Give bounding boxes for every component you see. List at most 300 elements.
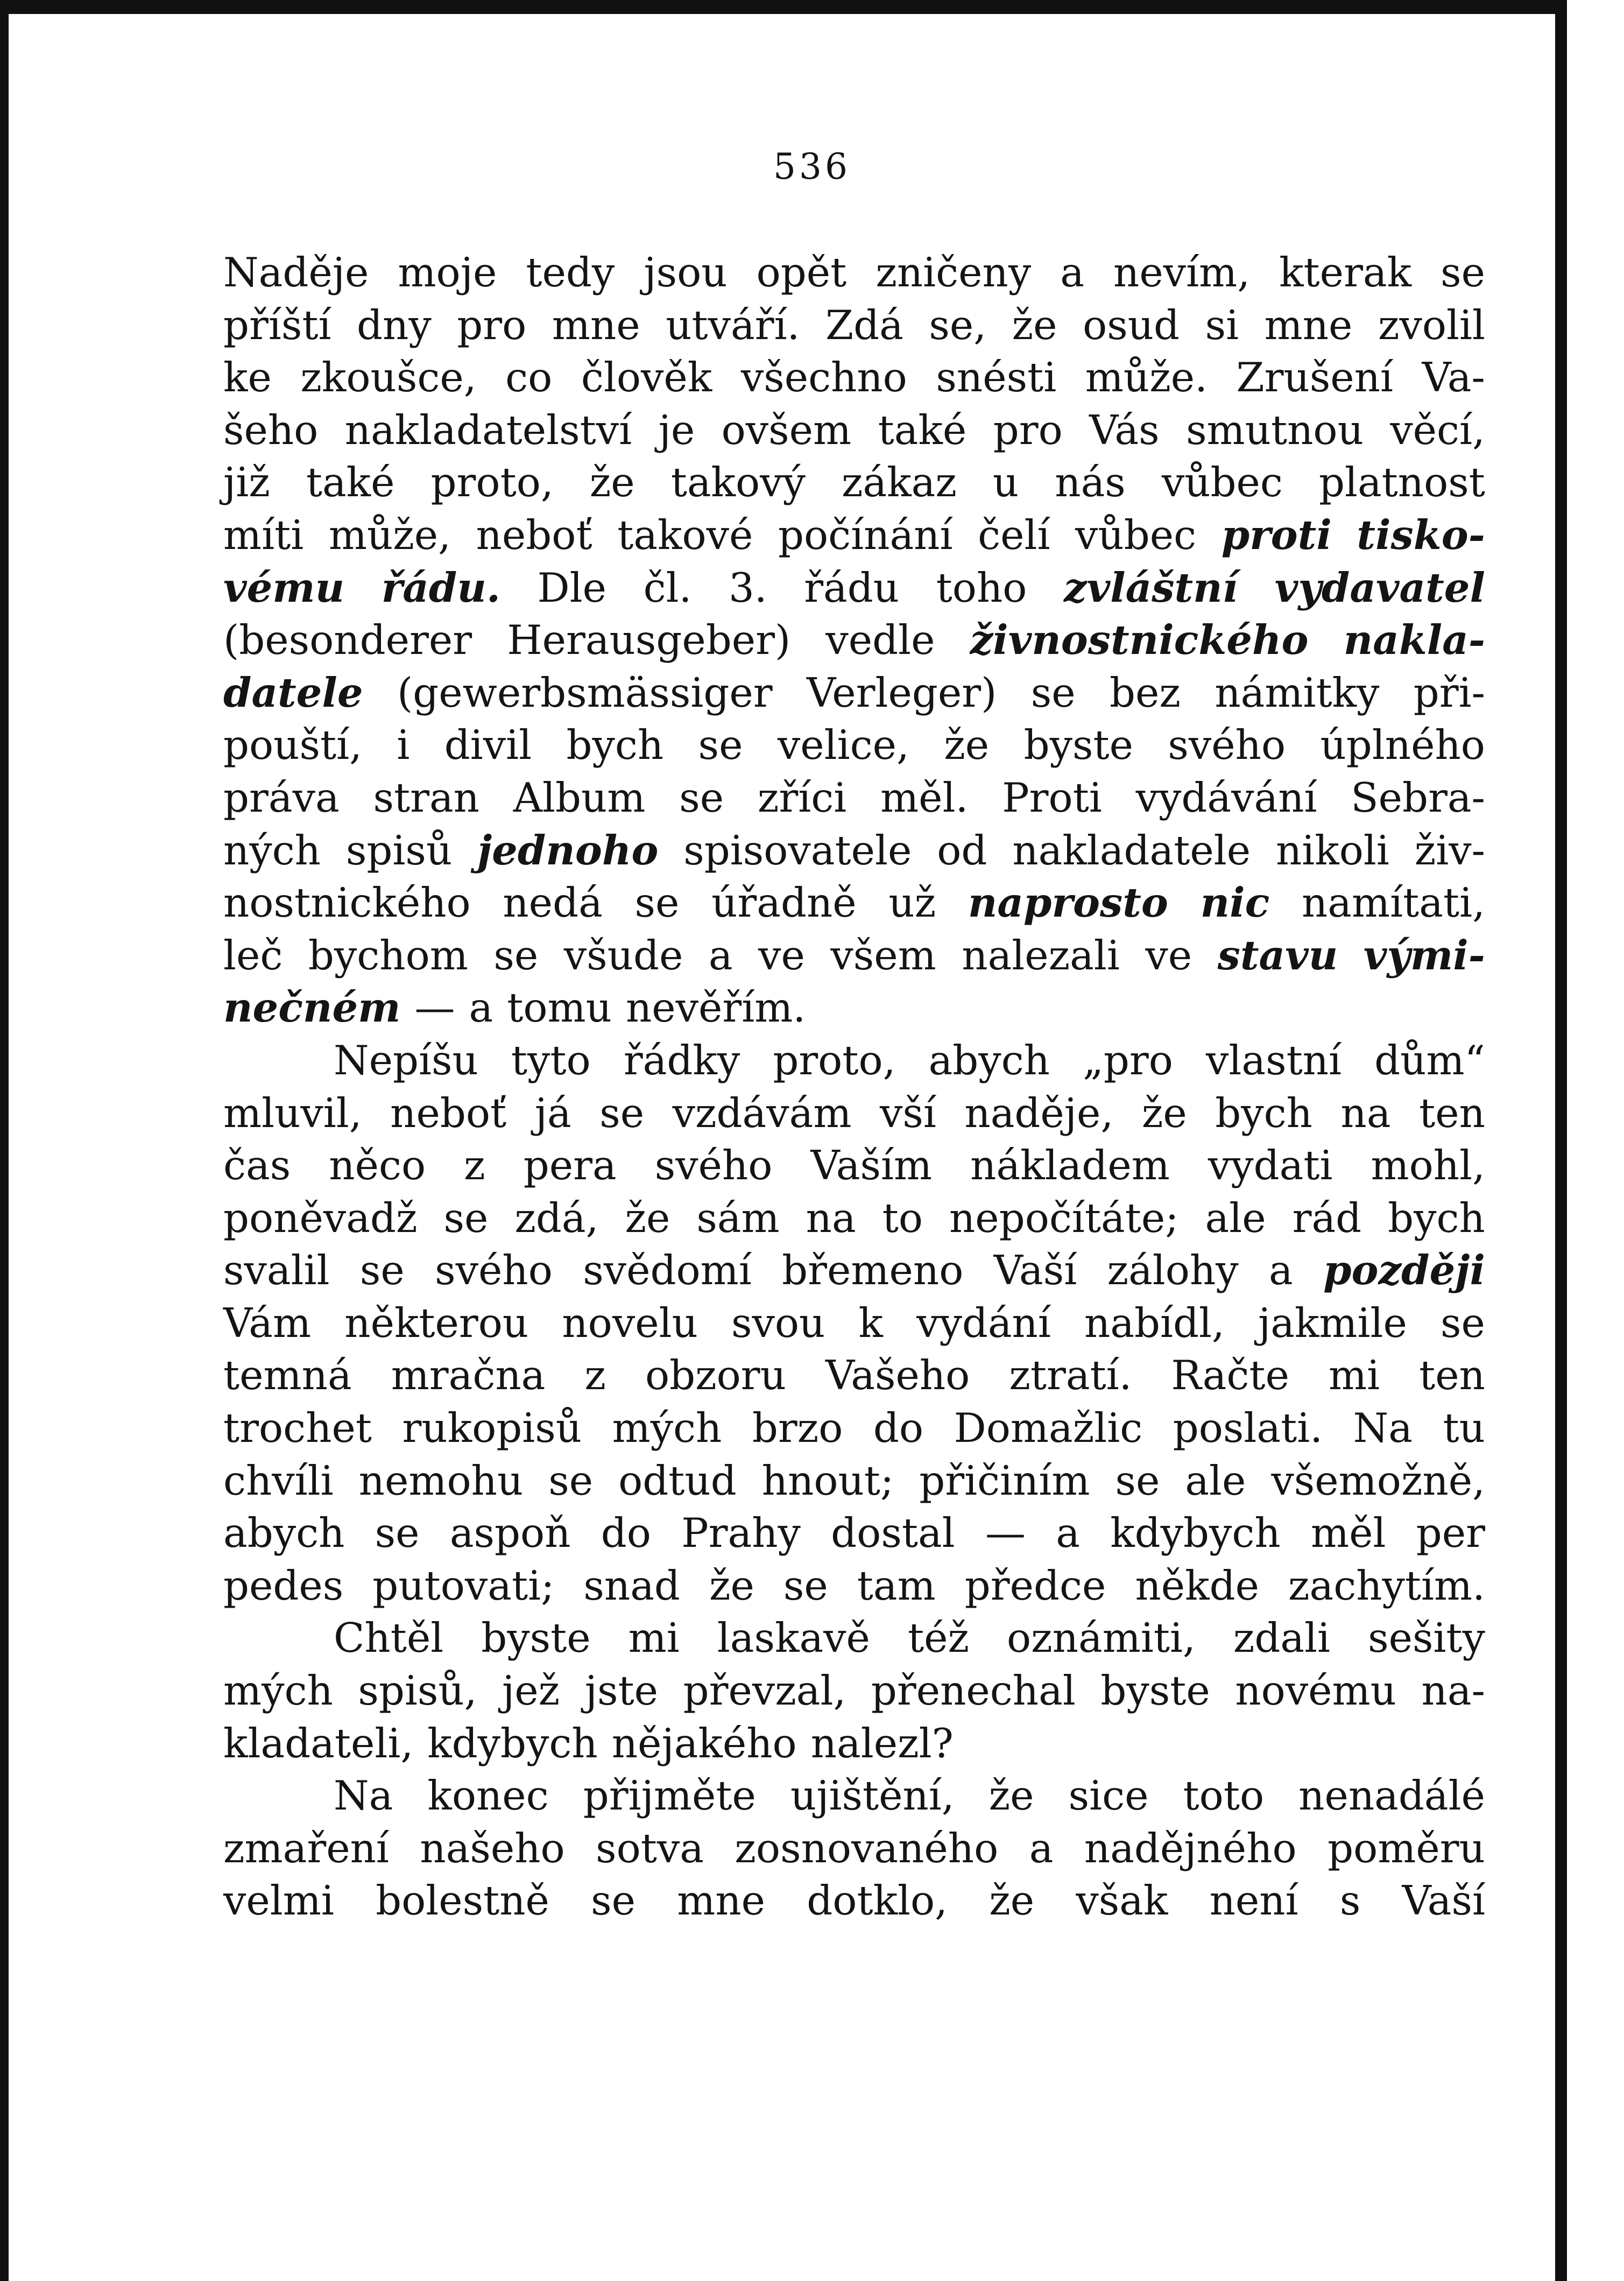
word: byste <box>1100 1667 1210 1715</box>
word: zdá, <box>514 1194 599 1242</box>
word: bolestně <box>376 1877 549 1925</box>
word: se <box>599 1089 645 1137</box>
word: též <box>907 1614 969 1662</box>
word: pedes <box>223 1561 344 1609</box>
word: čas <box>223 1142 291 1189</box>
word: osud <box>1083 301 1180 349</box>
word: k <box>858 1299 883 1347</box>
word: všechno <box>740 354 907 402</box>
word: našeho <box>420 1824 565 1872</box>
word: rád <box>1292 1194 1362 1242</box>
word: tomu <box>507 984 612 1032</box>
word: mne <box>1264 301 1353 349</box>
word: kdybych <box>427 1719 598 1767</box>
word: Račte <box>1171 1351 1289 1399</box>
word: zkoušce, <box>300 354 477 402</box>
text-line <box>223 667 1485 720</box>
word: není <box>1209 1877 1298 1925</box>
word: že <box>988 1772 1034 1820</box>
word: Na <box>334 1772 393 1820</box>
word: Zrušení <box>1236 354 1393 402</box>
word: mluvil, <box>223 1089 362 1137</box>
word: tyto <box>511 1036 591 1084</box>
word: Naděje <box>223 249 369 296</box>
word: stran <box>373 773 479 821</box>
word: bych <box>1215 1089 1312 1137</box>
word: z <box>464 1142 485 1189</box>
word: sám <box>696 1194 780 1242</box>
word: námitky <box>1215 668 1380 716</box>
text-line <box>223 562 1485 615</box>
text-line <box>223 1244 1485 1297</box>
word: převzal, <box>683 1667 846 1715</box>
text-line <box>223 1770 1485 1822</box>
word: zálohy <box>1107 1247 1239 1294</box>
word: však <box>1076 1877 1168 1925</box>
word: Prahy <box>681 1509 801 1557</box>
word: řádu <box>804 564 900 611</box>
text-line <box>223 404 1485 457</box>
word: bychom <box>308 931 468 979</box>
word: mne <box>677 1877 766 1925</box>
word: kterak <box>1279 249 1412 296</box>
word: toto <box>1183 1772 1265 1820</box>
word: zdali <box>1233 1614 1331 1662</box>
word: ten <box>1419 1351 1485 1399</box>
word: proto, <box>430 459 554 506</box>
word: Sebra- <box>1351 773 1485 821</box>
word: platnost <box>1318 459 1485 506</box>
word: abych <box>928 1036 1050 1084</box>
word: počínání <box>778 511 953 559</box>
word: někde <box>1135 1561 1259 1609</box>
word: takové <box>617 511 753 559</box>
emphasized-word: proti <box>1221 511 1332 559</box>
word: že <box>1141 1089 1187 1137</box>
word: se <box>591 1877 636 1925</box>
word: nikoli <box>1276 826 1389 874</box>
emphasized-word: vými- <box>1363 931 1485 979</box>
word: velice, <box>777 721 909 769</box>
word: že <box>709 1561 754 1609</box>
word: zničeny <box>875 249 1032 296</box>
word: vzdávám <box>672 1089 852 1137</box>
text-line <box>223 1717 1485 1770</box>
word: člověk <box>581 354 712 402</box>
word: Album <box>513 773 646 821</box>
word: úplného <box>1320 721 1485 769</box>
text-line <box>223 772 1485 825</box>
word: dostal <box>831 1509 955 1557</box>
word: řádky <box>623 1036 740 1084</box>
text-line <box>223 719 1485 772</box>
word: Na <box>1353 1404 1413 1452</box>
word: ných <box>223 826 321 874</box>
word: (besonderer <box>223 616 472 664</box>
word: poměru <box>1328 1824 1485 1872</box>
word: měl <box>1310 1509 1386 1557</box>
word: Vaší <box>1402 1877 1485 1925</box>
word: nalezl? <box>810 1719 954 1767</box>
word: poněvadž <box>223 1194 418 1242</box>
word: předce <box>964 1561 1106 1609</box>
word: sotva <box>596 1824 704 1872</box>
word: — <box>414 984 455 1032</box>
word: Herausgeber) <box>507 616 791 664</box>
word: na <box>1340 1089 1391 1137</box>
text-line <box>223 1665 1485 1717</box>
text-line <box>223 456 1485 509</box>
word: zosnovaného <box>735 1824 999 1872</box>
word: nějakého <box>611 1719 797 1767</box>
emphasized-word: řádu. <box>381 564 500 611</box>
word: přičiním <box>919 1456 1090 1504</box>
word: nenadálé <box>1298 1772 1485 1820</box>
text-line <box>223 877 1485 930</box>
word: Verleger) <box>807 668 997 716</box>
word: se <box>548 1456 594 1504</box>
word: 3. <box>729 564 767 611</box>
word: se <box>443 1194 489 1242</box>
text-line <box>223 1822 1485 1875</box>
text-line <box>223 1875 1485 1927</box>
word: nalezali <box>962 931 1120 979</box>
word: a <box>1029 1824 1054 1872</box>
emphasized-word: zvláštní <box>1064 564 1238 611</box>
word: nepočítáte; <box>949 1194 1179 1242</box>
word: nostnického <box>223 879 471 927</box>
word: nedá <box>503 879 603 927</box>
word: neboť <box>476 511 592 559</box>
word: zákaz <box>841 459 957 506</box>
word: mohl, <box>1371 1142 1485 1189</box>
word: nakladatele <box>1012 826 1251 874</box>
word: jež <box>502 1667 560 1715</box>
word: trochet <box>223 1404 372 1452</box>
word: se <box>698 721 743 769</box>
word: kdybych <box>1110 1509 1281 1557</box>
text-line <box>223 247 1485 299</box>
word: dny <box>357 301 432 349</box>
word: nevím, <box>1113 249 1251 296</box>
word: nabídl, <box>1084 1299 1225 1347</box>
word: (gewerbsmässiger <box>397 668 773 716</box>
word: se <box>1115 1456 1160 1504</box>
text-line <box>223 1139 1485 1192</box>
emphasized-word: nečném <box>223 984 401 1032</box>
word: ke <box>223 354 272 402</box>
word: mi <box>628 1614 680 1662</box>
word: odtud <box>618 1456 737 1504</box>
emphasized-word: nic <box>1200 879 1270 927</box>
word: rukopisů <box>402 1404 582 1452</box>
word: sice <box>1068 1772 1149 1820</box>
word: zříci <box>757 773 847 821</box>
word: s <box>1339 1877 1361 1925</box>
word: vůbec <box>1161 459 1283 506</box>
word: nákladem <box>970 1142 1170 1189</box>
word: novému <box>1235 1667 1396 1715</box>
word: per <box>1416 1509 1485 1557</box>
text-line <box>223 614 1485 667</box>
word: je <box>658 406 695 454</box>
word: od <box>937 826 987 874</box>
word: něco <box>329 1142 426 1189</box>
word: takový <box>670 459 806 506</box>
word: se <box>1441 249 1485 296</box>
word: všemožně, <box>1271 1456 1485 1504</box>
word: toho <box>936 564 1027 611</box>
text-line <box>223 1297 1485 1350</box>
word: ale <box>1185 1456 1246 1504</box>
word: že <box>989 1877 1035 1925</box>
word: Vaším <box>810 1142 933 1189</box>
text-line <box>223 1349 1485 1402</box>
word: a <box>708 931 733 979</box>
word: že <box>944 721 990 769</box>
word: již <box>223 459 270 506</box>
word: si <box>1205 301 1239 349</box>
word: ztratí. <box>1009 1351 1132 1399</box>
word: vší <box>879 1089 936 1137</box>
text-line <box>223 930 1485 982</box>
word: kladateli, <box>223 1719 414 1767</box>
word: přenechal <box>871 1667 1076 1715</box>
word: dotklo, <box>807 1877 948 1925</box>
word: do <box>873 1404 924 1452</box>
word: může, <box>328 511 451 559</box>
word: mi <box>1328 1351 1380 1399</box>
word: šeho <box>223 406 319 454</box>
text-line <box>223 1612 1485 1665</box>
word: sešity <box>1368 1614 1485 1662</box>
emphasized-word: naprosto <box>968 879 1168 927</box>
word: že <box>625 1194 670 1242</box>
word: se <box>634 879 680 927</box>
word: příští <box>223 301 331 349</box>
word: zmaření <box>223 1824 389 1872</box>
word: spisů, <box>358 1667 477 1715</box>
word: „pro <box>1083 1036 1173 1084</box>
word: se <box>1441 1299 1485 1347</box>
word: vlastní <box>1206 1036 1342 1084</box>
word: spisovatele <box>683 826 912 874</box>
emphasized-word: stavu <box>1217 931 1338 979</box>
word: na- <box>1421 1667 1485 1715</box>
text-line <box>223 1034 1485 1087</box>
emphasized-word: později <box>1323 1247 1485 1294</box>
word: břemeno <box>782 1247 964 1294</box>
word: chvíli <box>223 1456 334 1504</box>
emphasized-word: tisko- <box>1357 511 1485 559</box>
word: se <box>375 1509 420 1557</box>
word: smutnou <box>1186 406 1364 454</box>
word: na <box>806 1194 856 1242</box>
text-line <box>223 1455 1485 1508</box>
word: nás <box>1055 459 1126 506</box>
word: já <box>534 1089 571 1137</box>
word: konec <box>427 1772 549 1820</box>
word: aspoň <box>449 1509 571 1557</box>
word: a <box>1060 249 1084 296</box>
word: velmi <box>223 1877 334 1925</box>
word: vydávání <box>1135 773 1317 821</box>
word: brzo <box>752 1404 843 1452</box>
word: ujištění, <box>790 1772 955 1820</box>
text-line <box>223 351 1485 404</box>
text-line <box>223 299 1485 352</box>
word: se <box>1030 668 1076 716</box>
text-line <box>223 982 1485 1034</box>
word: svědomí <box>583 1247 752 1294</box>
word: z <box>584 1351 606 1399</box>
word: všude <box>563 931 683 979</box>
word: mračna <box>391 1351 546 1399</box>
word: bych <box>1388 1194 1485 1242</box>
word: byste <box>1023 721 1133 769</box>
word: ten <box>1419 1089 1485 1137</box>
word: Vaší <box>993 1247 1077 1294</box>
word: pro <box>457 301 527 349</box>
text-line <box>223 1560 1485 1613</box>
scan-border-right <box>1555 0 1567 2281</box>
word: nadějného <box>1084 1824 1297 1872</box>
word: moje <box>398 249 497 296</box>
word: abych <box>223 1509 345 1557</box>
word: vůbec <box>1075 511 1197 559</box>
word: byste <box>481 1614 591 1662</box>
word: se <box>783 1561 828 1609</box>
text-line <box>223 1087 1485 1140</box>
emphasized-word: datele <box>223 668 363 716</box>
emphasized-word: nakla- <box>1343 616 1485 664</box>
scan-border-top <box>0 0 1561 14</box>
word: Dle <box>537 564 607 611</box>
word: pro <box>993 406 1063 454</box>
word: spisů <box>345 826 453 874</box>
text-line <box>223 1402 1485 1455</box>
text-line <box>223 825 1485 877</box>
word: jsou <box>644 249 728 296</box>
word: se <box>359 1247 405 1294</box>
word: se <box>493 931 539 979</box>
text-line <box>223 1507 1485 1560</box>
word: opět <box>756 249 847 296</box>
word: bez <box>1110 668 1181 716</box>
emphasized-word: vydavatel <box>1274 564 1485 611</box>
page-number: 536 <box>773 146 851 187</box>
word: snad <box>583 1561 680 1609</box>
word: úřadně <box>711 879 857 927</box>
word: tu <box>1443 1404 1485 1452</box>
word: Vašeho <box>825 1351 970 1399</box>
text-line <box>223 509 1485 562</box>
word: se <box>679 773 724 821</box>
word: svého <box>435 1247 553 1294</box>
word: temná <box>223 1351 352 1399</box>
word: ovšem <box>721 406 852 454</box>
word: nakladatelství <box>344 406 632 454</box>
word: svého <box>654 1142 773 1189</box>
word: měl. <box>880 773 969 821</box>
word: věcí, <box>1390 406 1485 454</box>
word: mých <box>223 1667 333 1715</box>
word: dům“ <box>1374 1036 1485 1084</box>
word: mne <box>552 301 640 349</box>
word: svalil <box>223 1247 330 1294</box>
word: jakmile <box>1258 1299 1407 1347</box>
word: Domažlic <box>954 1404 1143 1452</box>
word: také <box>878 406 967 454</box>
word: hnout; <box>761 1456 894 1504</box>
word: může. <box>1085 354 1208 402</box>
word: to <box>882 1194 923 1242</box>
word: Zdá <box>825 301 903 349</box>
word: neboť <box>390 1089 507 1137</box>
word: že <box>1012 301 1057 349</box>
word: obzoru <box>645 1351 786 1399</box>
word: a <box>469 984 493 1032</box>
word: všem <box>830 931 936 979</box>
word: nemohu <box>358 1456 524 1504</box>
emphasized-word: jednoho <box>477 826 659 874</box>
word: pera <box>523 1142 617 1189</box>
word: ve <box>1145 931 1192 979</box>
word: bych <box>566 721 664 769</box>
word: pouští, <box>223 721 362 769</box>
word: — <box>985 1509 1026 1557</box>
letter-text <box>223 247 1485 1927</box>
word: a <box>1269 1247 1293 1294</box>
word: u <box>992 459 1019 506</box>
word: do <box>601 1509 651 1557</box>
word: a <box>1056 1509 1080 1557</box>
word: vydání <box>916 1299 1051 1347</box>
word: živ- <box>1414 826 1485 874</box>
word: divil <box>444 721 532 769</box>
word: putovati; <box>372 1561 555 1609</box>
word: už <box>888 879 936 927</box>
word: nevěřím. <box>625 984 806 1032</box>
word: vydati <box>1208 1142 1333 1189</box>
word: míti <box>223 511 304 559</box>
word: při- <box>1413 668 1485 716</box>
word: některou <box>344 1299 529 1347</box>
word: leč <box>223 931 283 979</box>
word: se, <box>929 301 987 349</box>
word: zachytím. <box>1288 1561 1485 1609</box>
word: oznámiti, <box>1007 1614 1196 1662</box>
word: práva <box>223 773 340 821</box>
word: ve <box>758 931 805 979</box>
word: proto, <box>773 1036 896 1084</box>
word: utváří. <box>666 301 800 349</box>
word: že <box>589 459 635 506</box>
word: Chtěl <box>334 1614 444 1662</box>
word: také <box>306 459 395 506</box>
word: snésti <box>936 354 1057 402</box>
word: naděje, <box>964 1089 1114 1137</box>
word: Nepíšu <box>334 1036 478 1084</box>
word: Proti <box>1002 773 1102 821</box>
word: zvolil <box>1378 301 1485 349</box>
word: ale <box>1205 1194 1266 1242</box>
text-line <box>223 1192 1485 1245</box>
word: Vás <box>1089 406 1160 454</box>
word: tam <box>857 1561 936 1609</box>
word: svého <box>1168 721 1286 769</box>
word: čl. <box>643 564 692 611</box>
